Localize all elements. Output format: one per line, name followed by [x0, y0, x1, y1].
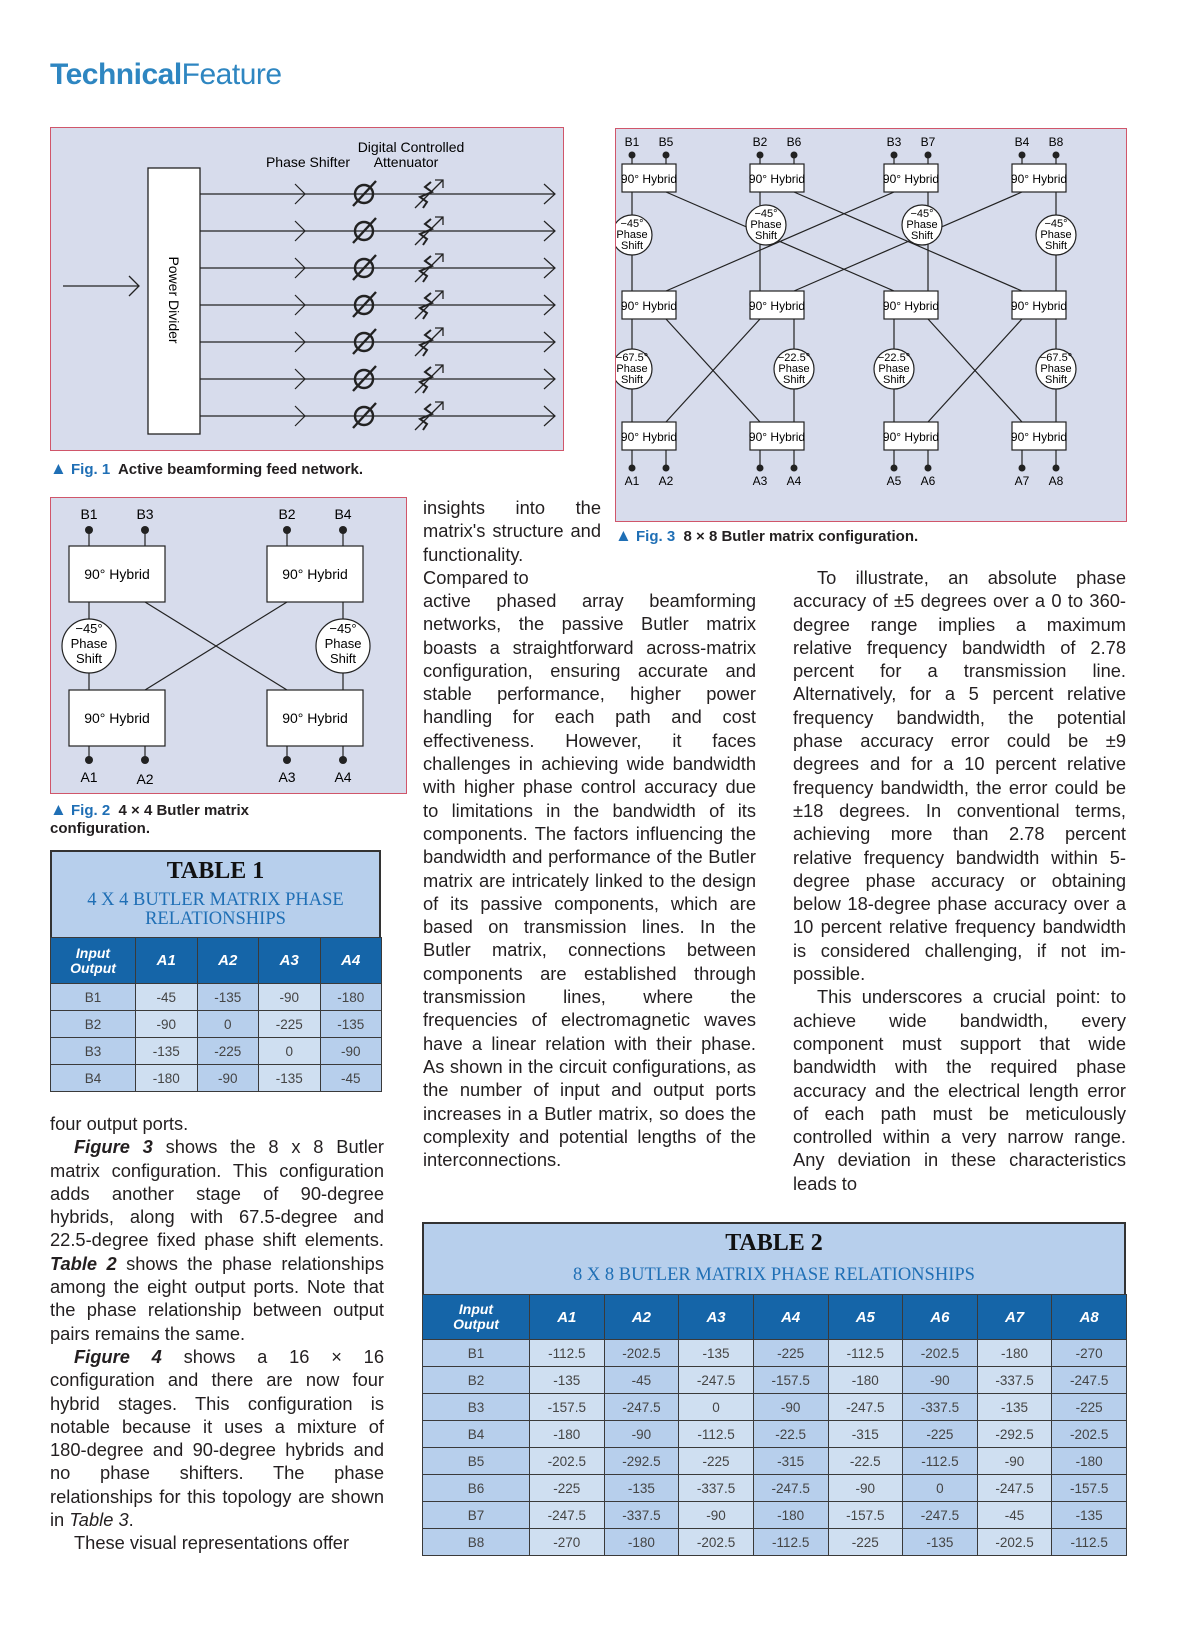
hybrid-label: 90° Hybrid: [282, 710, 348, 726]
port-dot: [925, 465, 932, 472]
table-row-header: B3: [423, 1394, 530, 1421]
fig1-branch: [200, 291, 555, 319]
ps-label: Phase: [70, 636, 108, 651]
fig2-port-a4: A4: [334, 769, 352, 785]
ps-label: Phase: [778, 363, 810, 375]
table-cell: -202.5: [679, 1529, 754, 1556]
table-2: [422, 1222, 1126, 1296]
table-row-header: B1: [423, 1340, 530, 1367]
figure-3: [615, 128, 1127, 522]
table-cell: -180: [1052, 1448, 1127, 1475]
ps-label: −45°: [754, 208, 778, 220]
table1-header: [50, 850, 381, 939]
table-col-header: A8: [1052, 1295, 1127, 1340]
ps-label: Shift: [1044, 240, 1068, 252]
table-row: [423, 1529, 1127, 1556]
table-cell: 0: [259, 1038, 321, 1065]
fig3-port-bottom: A3: [752, 474, 768, 488]
table-col-header: A3: [259, 938, 321, 984]
table-cell: -135: [136, 1038, 198, 1065]
table-cell: -22.5: [753, 1421, 828, 1448]
table-cell: -135: [1052, 1502, 1127, 1529]
ps-label: Shift: [754, 230, 778, 242]
table-row-header: B2: [51, 1011, 136, 1038]
table-col-header: A2: [604, 1295, 679, 1340]
fig1-att-label-2: Attenuator: [373, 154, 439, 170]
table-cell: -247.5: [679, 1367, 754, 1394]
table-cell: -337.5: [977, 1367, 1052, 1394]
fig3-port-top: B1: [624, 135, 640, 149]
col2-top: insights into the matrix's structure and functionality. Compared to: [423, 497, 601, 588]
table-cell: 0: [903, 1475, 978, 1502]
table-cell: -225: [197, 1038, 259, 1065]
table-row-header: B4: [423, 1421, 530, 1448]
ps-label: −67.5°: [1039, 352, 1073, 364]
col1-p2-text-a: shows the 8 x 8 Butler matrix configuration. This configuration adds another stage of 90-degree hybrids, along with 67.5-degree and 22.5-degree fixed phase shift elements.: [50, 1136, 385, 1251]
table-corner-cell: Input Output: [51, 938, 136, 984]
col3-paragraph-2: This underscores a crucial point: to achieve wide bandwidth, every component must support that wide bandwidth with the required phase accuracy and the electrical length error of each path must be meticulously controlled within a very narrow range. Any deviation in these characteristics leads to: [793, 986, 1126, 1194]
table-cell: -225: [828, 1529, 903, 1556]
table-cell: -112.5: [828, 1340, 903, 1367]
table-cell: -247.5: [753, 1475, 828, 1502]
fig1-att-label-1: Digital Controlled: [357, 139, 465, 155]
ps-value: −45°: [329, 621, 357, 636]
table-cell: -112.5: [753, 1529, 828, 1556]
table-cell: -225: [679, 1448, 754, 1475]
hybrid-label: 90° Hybrid: [1010, 172, 1068, 186]
table-row: [423, 1394, 1127, 1421]
table-cell: -225: [1052, 1394, 1127, 1421]
table-cell: -90: [259, 984, 321, 1011]
port-dot: [663, 152, 670, 159]
fig2-port-a2: A2: [136, 771, 154, 787]
table-col-header: A4: [320, 938, 382, 984]
fig2-port-a1: A1: [80, 769, 98, 785]
col3-paragraph-1: To illustrate, an absolute phase accuracy of ±5 degrees over a 0 to 360-degree range implies a maximum relative frequency bandwidth of 2.78 percent for a transmission line. Alternatively, for a 5 percent relative frequency bandwidth, the potential phase accuracy error could be ±9 degrees and for a 10 percent relative frequency bandwidth, the error could be ±18 degrees. In conventional terms, achieving more than 2.78 percent relative frequency bandwidth within 5-degree phase accuracy or obtaining below 18-degree phase accuracy over a 10 percent relative frequency bandwidth is considered challenging, if not impossible.: [793, 567, 1126, 985]
port-dot: [1053, 465, 1060, 472]
table-cell: -112.5: [1052, 1529, 1127, 1556]
col2-main: active phased array beamforming networks, the passive Butler matrix boasts a straightforward across-matrix configuration, ensuring accurate and stable performance, higher power handling for each path and cost effectiveness. However, it faces challenges in achieving wide bandwidth with higher phase control accuracy due to limitations in the bandwidth of its components. The factors influencing the bandwidth and performance of the Butler matrix are intricately linked to the design of its passive components, which are based on transmission lines. In the Butler matrix, connections between components are established through transmission lines, where the frequencies of electromagnetic waves have a linear relation with their phase. As shown in the circuit configurations, as the number of input and output ports increases in a Butler matrix, so does the complexity and potential lengths of the interconnections.: [423, 590, 756, 1171]
fig1-caption-num: Fig. 1: [71, 461, 111, 478]
attenuator-icon: [420, 293, 432, 319]
fig1-branch: [200, 217, 555, 245]
table-row: [51, 984, 382, 1011]
table-cell: -157.5: [530, 1394, 605, 1421]
figure-2: [50, 497, 407, 794]
fig1-caption: [50, 460, 363, 479]
table-row: [423, 1475, 1127, 1502]
fig1-branch: [200, 180, 555, 208]
table-row-header: B8: [423, 1529, 530, 1556]
fig3-caption-text: 8 × 8 Butler matrix configuration.: [683, 528, 919, 545]
table-col-header: A7: [977, 1295, 1052, 1340]
col1-p3-text-b: .: [128, 1509, 134, 1531]
table-cell: -45: [604, 1367, 679, 1394]
port-dot: [629, 465, 636, 472]
fig1-diagram: [51, 128, 563, 450]
column-2-text: [423, 589, 756, 1171]
port-dot: [757, 152, 764, 159]
port-dot: [791, 152, 798, 159]
ps-label: Phase: [1040, 229, 1072, 241]
attenuator-icon: [420, 182, 432, 208]
ps-label: −45°: [910, 208, 934, 220]
table-cell: -135: [679, 1340, 754, 1367]
fig3-port-top: B5: [658, 135, 674, 149]
table-col-header: A2: [197, 938, 259, 984]
hybrid-label: 90° Hybrid: [882, 430, 940, 444]
table-cell: -45: [320, 1065, 382, 1092]
table-cell: -90: [828, 1475, 903, 1502]
table-cell: -135: [530, 1367, 605, 1394]
hybrid-label: 90° Hybrid: [620, 172, 678, 186]
table2-title: TABLE 2: [725, 1230, 823, 1256]
table-cell: -112.5: [679, 1421, 754, 1448]
ps-label: Shift: [620, 240, 644, 252]
hybrid-label: 90° Hybrid: [84, 566, 150, 582]
table-cell: -112.5: [903, 1448, 978, 1475]
ps-label: −45°: [1044, 218, 1068, 230]
table-cell: -270: [530, 1529, 605, 1556]
table-cell: -247.5: [1052, 1367, 1127, 1394]
port-dot: [891, 152, 898, 159]
ps-label: Shift: [75, 651, 103, 666]
ps-label: Phase: [324, 636, 362, 651]
table1-grid: [50, 937, 382, 1092]
col1-p2-text-b: shows the phase relationships among the eight output ports. Note that the phase relationship between output pairs remains the same.: [50, 1252, 384, 1344]
table-cell: -180: [320, 984, 382, 1011]
table-cell: -90: [977, 1448, 1052, 1475]
table-cell: -247.5: [977, 1475, 1052, 1502]
table-cell: -157.5: [1052, 1475, 1127, 1502]
table-cell: -90: [197, 1065, 259, 1092]
table-col-header: A4: [753, 1295, 828, 1340]
table2-subtitle: 8 X 8 BUTLER MATRIX PHASE RELATIONSHIPS: [573, 1265, 975, 1285]
table-col-header: A1: [530, 1295, 605, 1340]
fig1-branch: [200, 254, 555, 282]
table-cell: -180: [828, 1367, 903, 1394]
fig3-port-bottom: A5: [886, 474, 902, 488]
column-3-text: [793, 566, 1126, 1195]
column-2-top-text: [423, 496, 601, 589]
table-cell: -315: [753, 1448, 828, 1475]
table-row: [423, 1502, 1127, 1529]
fig1-branch: [200, 402, 555, 430]
ps-label: −22.5°: [777, 352, 811, 364]
table-ref: Table 2: [50, 1252, 117, 1274]
attenuator-icon: [420, 404, 432, 430]
fig-ref: Figure 4: [74, 1345, 162, 1367]
hybrid-label: 90° Hybrid: [882, 299, 940, 313]
table-cell: -22.5: [828, 1448, 903, 1475]
table-row: [51, 1011, 382, 1038]
port-dot: [663, 465, 670, 472]
hybrid-label: 90° Hybrid: [1010, 430, 1068, 444]
caption-arrow-icon: ▲: [615, 526, 632, 545]
table-cell: -225: [530, 1475, 605, 1502]
table-row-header: B1: [51, 984, 136, 1011]
hybrid-label: 90° Hybrid: [748, 299, 806, 313]
table-row: [423, 1367, 1127, 1394]
hybrid-label: 90° Hybrid: [84, 710, 150, 726]
ps-label: Phase: [1040, 363, 1072, 375]
fig3-port-top: B4: [1014, 135, 1030, 149]
table-1: [50, 850, 381, 939]
table-cell: -180: [530, 1421, 605, 1448]
header-light: Feature: [181, 58, 282, 91]
hybrid-label: 90° Hybrid: [1010, 299, 1068, 313]
table-col-header: A3: [679, 1295, 754, 1340]
table-row-header: B2: [423, 1367, 530, 1394]
table-cell: -180: [753, 1502, 828, 1529]
table-cell: -337.5: [903, 1394, 978, 1421]
figure-1: [50, 127, 564, 451]
fig2-diagram: [51, 498, 406, 793]
fig3-port-bottom: A6: [920, 474, 936, 488]
table-cell: -157.5: [753, 1367, 828, 1394]
table-row-header: B5: [423, 1448, 530, 1475]
hybrid-label: 90° Hybrid: [620, 299, 678, 313]
port-dot: [1053, 152, 1060, 159]
table-cell: -157.5: [828, 1502, 903, 1529]
table-row-header: B6: [423, 1475, 530, 1502]
table-row-header: B4: [51, 1065, 136, 1092]
table-cell: -90: [320, 1038, 382, 1065]
table-cell: -225: [753, 1340, 828, 1367]
fig2-port-b4: B4: [334, 506, 352, 522]
table-cell: -112.5: [530, 1340, 605, 1367]
fig-ref: Figure 3: [74, 1136, 153, 1158]
column-1-text: [50, 1112, 384, 1555]
fig3-caption-num: Fig. 3: [636, 528, 676, 545]
table-row-header: B3: [51, 1038, 136, 1065]
ps-label: Phase: [616, 363, 648, 375]
fig1-caption-text: Active beamforming feed network.: [117, 461, 364, 478]
ps-label: Phase: [616, 229, 648, 241]
fig2-caption: [50, 801, 249, 838]
col1-paragraph-2: [50, 1135, 384, 1345]
hybrid-label: 90° Hybrid: [882, 172, 940, 186]
fig3-port-top: B7: [920, 135, 936, 149]
table1-title: TABLE 1: [166, 858, 265, 884]
fig2-caption-num: Fig. 2: [71, 802, 111, 819]
table-row: [423, 1448, 1127, 1475]
ps-label: Phase: [750, 219, 782, 231]
table-cell: -270: [1052, 1340, 1127, 1367]
port-dot: [629, 152, 636, 159]
table-cell: -225: [259, 1011, 321, 1038]
table2-header: [422, 1222, 1126, 1296]
table2-grid: [422, 1294, 1127, 1556]
fig1-branches: [200, 180, 555, 430]
table-cell: -135: [977, 1394, 1052, 1421]
fig3-port-top: B8: [1048, 135, 1064, 149]
attenuator-icon: [420, 219, 432, 245]
hybrid-label: 90° Hybrid: [282, 566, 348, 582]
section-header: [50, 58, 282, 92]
col1-line-1: four output ports.: [50, 1113, 189, 1134]
fig2-port-b2: B2: [278, 506, 296, 522]
table-cell: 0: [197, 1011, 259, 1038]
table-row: [51, 1038, 382, 1065]
ps-label: −45°: [620, 218, 644, 230]
table-cell: -180: [136, 1065, 198, 1092]
table-cell: -135: [259, 1065, 321, 1092]
table-cell: -45: [136, 984, 198, 1011]
table-cell: -90: [679, 1502, 754, 1529]
fig1-phase-label: Phase Shifter: [265, 154, 351, 170]
table-cell: -337.5: [679, 1475, 754, 1502]
table-cell: -202.5: [977, 1529, 1052, 1556]
ps-label: Shift: [782, 374, 806, 386]
attenuator-icon: [420, 367, 432, 393]
table-ref: Table 3: [69, 1509, 129, 1531]
fig3-port-top: B2: [752, 135, 768, 149]
ps-label: Shift: [329, 651, 357, 666]
table-cell: -90: [753, 1394, 828, 1421]
table-cell: -337.5: [604, 1502, 679, 1529]
table-cell: -247.5: [903, 1502, 978, 1529]
table-row: [51, 1065, 382, 1092]
caption-arrow-icon: ▲: [50, 459, 67, 478]
table-cell: -225: [903, 1421, 978, 1448]
fig2-port-b1: B1: [80, 506, 98, 522]
port-dot: [891, 465, 898, 472]
ps-label: Phase: [878, 363, 910, 375]
table-cell: -315: [828, 1421, 903, 1448]
table-cell: -247.5: [530, 1502, 605, 1529]
table-cell: -90: [604, 1421, 679, 1448]
caption-arrow-icon: ▲: [50, 800, 67, 819]
table-cell: 0: [679, 1394, 754, 1421]
fig2-port-a3: A3: [278, 769, 296, 785]
table-row-header: B7: [423, 1502, 530, 1529]
fig1-branch: [200, 365, 555, 393]
ps-label: Shift: [620, 374, 644, 386]
table-cell: -247.5: [828, 1394, 903, 1421]
table-cell: -135: [197, 984, 259, 1011]
hybrid-label: 90° Hybrid: [748, 430, 806, 444]
col1-paragraph-3: [50, 1345, 384, 1531]
fig3-port-top: B6: [786, 135, 802, 149]
table-cell: -180: [604, 1529, 679, 1556]
table-cell: -202.5: [530, 1448, 605, 1475]
fig3-port-top: B3: [886, 135, 902, 149]
ps-label: −22.5°: [877, 352, 911, 364]
port-dot: [757, 465, 764, 472]
table1-subtitle-1: 4 X 4 BUTLER MATRIX PHASE: [87, 890, 344, 910]
fig3-port-bottom: A7: [1014, 474, 1030, 488]
table-cell: -292.5: [604, 1448, 679, 1475]
port-dot: [1019, 152, 1026, 159]
fig3-diagram: [616, 129, 1126, 521]
port-dot: [925, 152, 932, 159]
table-col-header: A6: [903, 1295, 978, 1340]
fig3-port-bottom: A8: [1048, 474, 1064, 488]
table-cell: -135: [903, 1529, 978, 1556]
col1-p3-text-a: shows a 16 × 16 configuration and there are now four hybrid stages. This configuration is notable because it uses a mixture of 180-degree and 90-degree hybrids and no phase shifters. The phase relationships for this topology are shown in: [50, 1345, 385, 1531]
fig2-caption-text-2: configuration.: [50, 820, 150, 837]
table-cell: -135: [604, 1475, 679, 1502]
table-cell: -292.5: [977, 1421, 1052, 1448]
table-corner-cell: Input Output: [423, 1295, 530, 1340]
ps-value: −45°: [75, 621, 103, 636]
table-row: [423, 1340, 1127, 1367]
table-col-header: A1: [136, 938, 198, 984]
attenuator-icon: [420, 330, 432, 356]
table-col-header: A5: [828, 1295, 903, 1340]
table1-subtitle-2: RELATIONSHIPS: [145, 909, 286, 929]
fig1-branch: [200, 328, 555, 356]
port-dot: [791, 465, 798, 472]
ps-label: Shift: [1044, 374, 1068, 386]
fig3-port-bottom: A1: [624, 474, 640, 488]
hybrid-label: 90° Hybrid: [748, 172, 806, 186]
table-cell: -135: [320, 1011, 382, 1038]
fig3-port-bottom: A2: [658, 474, 674, 488]
ps-label: Shift: [910, 230, 934, 242]
col1-paragraph-4: These visual representations offer: [74, 1532, 350, 1554]
fig2-port-b3: B3: [136, 506, 154, 522]
table-cell: -45: [977, 1502, 1052, 1529]
port-dot: [1019, 465, 1026, 472]
header-bold: Technical: [50, 58, 182, 91]
fig3-caption: [615, 527, 918, 546]
table-cell: -202.5: [903, 1340, 978, 1367]
ps-label: −67.5°: [616, 352, 649, 364]
table-cell: -90: [903, 1367, 978, 1394]
table-cell: -90: [136, 1011, 198, 1038]
table-cell: -202.5: [604, 1340, 679, 1367]
hybrid-label: 90° Hybrid: [620, 430, 678, 444]
attenuator-icon: [420, 256, 432, 282]
table-row: [423, 1421, 1127, 1448]
table-cell: -180: [977, 1340, 1052, 1367]
table-cell: -202.5: [1052, 1421, 1127, 1448]
ps-label: Shift: [882, 374, 906, 386]
table-cell: -247.5: [604, 1394, 679, 1421]
ps-label: Phase: [906, 219, 938, 231]
fig1-divider-label: Power Divider: [166, 256, 182, 344]
fig3-port-bottom: A4: [786, 474, 802, 488]
fig2-caption-text-1: 4 × 4 Butler matrix: [118, 802, 249, 819]
